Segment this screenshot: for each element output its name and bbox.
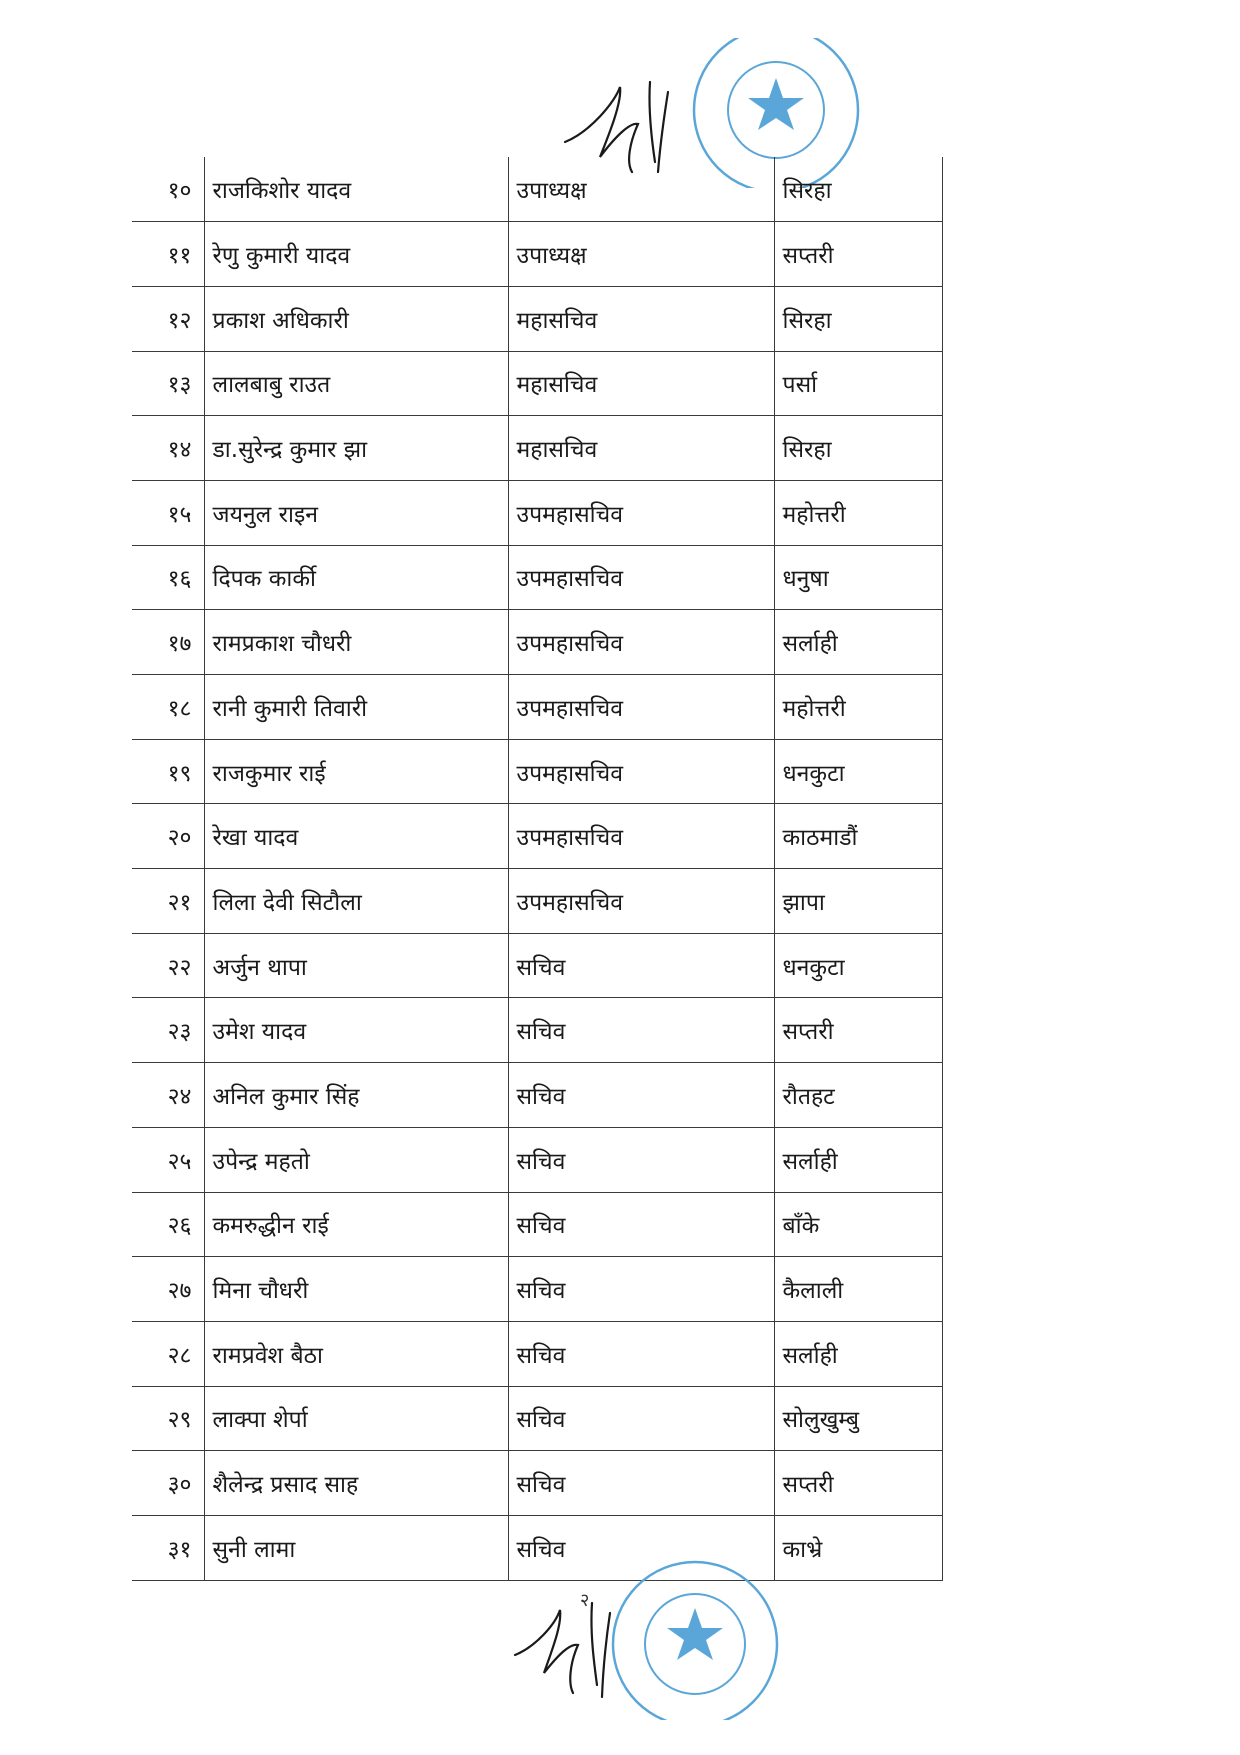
position-cell: उपमहासचिव xyxy=(508,869,774,934)
district-cell: सप्तरी xyxy=(774,1451,942,1516)
serial-number-cell: २९ xyxy=(132,1386,204,1451)
position-cell: उपमहासचिव xyxy=(508,545,774,610)
table-row xyxy=(132,286,942,351)
district-cell: सोलुखुम्बु xyxy=(774,1386,942,1451)
district-cell: झापा xyxy=(774,869,942,934)
position-cell: महासचिव xyxy=(508,351,774,416)
district-cell: धनुषा xyxy=(774,545,942,610)
district-cell: पर्सा xyxy=(774,351,942,416)
position-cell: सचिव xyxy=(508,933,774,998)
name-cell: उमेश यादव xyxy=(204,998,508,1063)
district-cell: काभ्रे xyxy=(774,1515,942,1580)
district-cell: सर्लाही xyxy=(774,610,942,675)
position-cell: सचिव xyxy=(508,1192,774,1257)
name-cell: शैलेन्द्र प्रसाद साह xyxy=(204,1451,508,1516)
table-row xyxy=(132,1063,942,1128)
name-cell: रामप्रवेश बैठा xyxy=(204,1321,508,1386)
position-cell: सचिव xyxy=(508,998,774,1063)
district-cell: सिरहा xyxy=(774,416,942,481)
district-cell: धनकुटा xyxy=(774,933,942,998)
name-cell: लालबाबु राउत xyxy=(204,351,508,416)
serial-number-cell: १८ xyxy=(132,675,204,740)
serial-number-cell: १२ xyxy=(132,286,204,351)
table-row xyxy=(132,480,942,545)
table-row xyxy=(132,157,942,222)
position-cell: उपमहासचिव xyxy=(508,804,774,869)
serial-number-cell: २२ xyxy=(132,933,204,998)
name-cell: कमरुद्धीन राई xyxy=(204,1192,508,1257)
serial-number-cell: १७ xyxy=(132,610,204,675)
serial-number-cell: १४ xyxy=(132,416,204,481)
name-cell: रेखा यादव xyxy=(204,804,508,869)
position-cell: सचिव xyxy=(508,1451,774,1516)
serial-number-cell: ११ xyxy=(132,222,204,287)
name-cell: रानी कुमारी तिवारी xyxy=(204,675,508,740)
serial-number-cell: ३१ xyxy=(132,1515,204,1580)
district-cell: सिरहा xyxy=(774,157,942,222)
serial-number-cell: २५ xyxy=(132,1127,204,1192)
table-row xyxy=(132,1515,942,1580)
name-cell: अनिल कुमार सिंह xyxy=(204,1063,508,1128)
name-cell: मिना चौधरी xyxy=(204,1257,508,1322)
name-cell: सुनी लामा xyxy=(204,1515,508,1580)
name-cell: रामप्रकाश चौधरी xyxy=(204,610,508,675)
page-number: २ xyxy=(580,1590,590,1611)
serial-number-cell: १० xyxy=(132,157,204,222)
name-cell: उपेन्द्र महतो xyxy=(204,1127,508,1192)
position-cell: सचिव xyxy=(508,1257,774,1322)
name-cell: लिला देवी सिटौला xyxy=(204,869,508,934)
table-row xyxy=(132,1321,942,1386)
serial-number-cell: २८ xyxy=(132,1321,204,1386)
position-cell: सचिव xyxy=(508,1321,774,1386)
table-row xyxy=(132,998,942,1063)
serial-number-cell: २७ xyxy=(132,1257,204,1322)
table-row xyxy=(132,1192,942,1257)
name-cell: अर्जुन थापा xyxy=(204,933,508,998)
signature-bottom xyxy=(510,1585,640,1705)
position-cell: उपाध्यक्ष xyxy=(508,222,774,287)
district-cell: सप्तरी xyxy=(774,222,942,287)
position-cell: उपमहासचिव xyxy=(508,675,774,740)
officials-table xyxy=(132,157,943,1581)
name-cell: राजकुमार राई xyxy=(204,739,508,804)
position-cell: महासचिव xyxy=(508,286,774,351)
position-cell: सचिव xyxy=(508,1386,774,1451)
table-row xyxy=(132,222,942,287)
table-row xyxy=(132,1451,942,1516)
table-row xyxy=(132,739,942,804)
serial-number-cell: २४ xyxy=(132,1063,204,1128)
table-row xyxy=(132,869,942,934)
district-cell: सिरहा xyxy=(774,286,942,351)
table-row xyxy=(132,1257,942,1322)
district-cell: बाँके xyxy=(774,1192,942,1257)
serial-number-cell: ३० xyxy=(132,1451,204,1516)
position-cell: सचिव xyxy=(508,1063,774,1128)
position-cell: उपमहासचिव xyxy=(508,610,774,675)
name-cell: डा.सुरेन्द्र कुमार झा xyxy=(204,416,508,481)
district-cell: कैलाली xyxy=(774,1257,942,1322)
name-cell: जयनुल राइन xyxy=(204,480,508,545)
name-cell: प्रकाश अधिकारी xyxy=(204,286,508,351)
name-cell: राजकिशोर यादव xyxy=(204,157,508,222)
position-cell: सचिव xyxy=(508,1515,774,1580)
position-cell: महासचिव xyxy=(508,416,774,481)
serial-number-cell: २१ xyxy=(132,869,204,934)
serial-number-cell: १९ xyxy=(132,739,204,804)
table-row xyxy=(132,804,942,869)
serial-number-cell: १३ xyxy=(132,351,204,416)
district-cell: सप्तरी xyxy=(774,998,942,1063)
table-row xyxy=(132,610,942,675)
serial-number-cell: २० xyxy=(132,804,204,869)
table-row xyxy=(132,933,942,998)
position-cell: उपाध्यक्ष xyxy=(508,157,774,222)
serial-number-cell: १६ xyxy=(132,545,204,610)
table-row xyxy=(132,351,942,416)
district-cell: महोत्तरी xyxy=(774,675,942,740)
district-cell: सर्लाही xyxy=(774,1127,942,1192)
name-cell: दिपक कार्की xyxy=(204,545,508,610)
table-row xyxy=(132,1127,942,1192)
table-row xyxy=(132,1386,942,1451)
serial-number-cell: २६ xyxy=(132,1192,204,1257)
district-cell: सर्लाही xyxy=(774,1321,942,1386)
serial-number-cell: १५ xyxy=(132,480,204,545)
name-cell: रेणु कुमारी यादव xyxy=(204,222,508,287)
position-cell: सचिव xyxy=(508,1127,774,1192)
district-cell: काठमाडौं xyxy=(774,804,942,869)
table-row xyxy=(132,675,942,740)
district-cell: धनकुटा xyxy=(774,739,942,804)
table-row xyxy=(132,545,942,610)
name-cell: लाक्पा शेर्पा xyxy=(204,1386,508,1451)
table-row xyxy=(132,416,942,481)
district-cell: रौतहट xyxy=(774,1063,942,1128)
position-cell: उपमहासचिव xyxy=(508,739,774,804)
serial-number-cell: २३ xyxy=(132,998,204,1063)
position-cell: उपमहासचिव xyxy=(508,480,774,545)
district-cell: महोत्तरी xyxy=(774,480,942,545)
